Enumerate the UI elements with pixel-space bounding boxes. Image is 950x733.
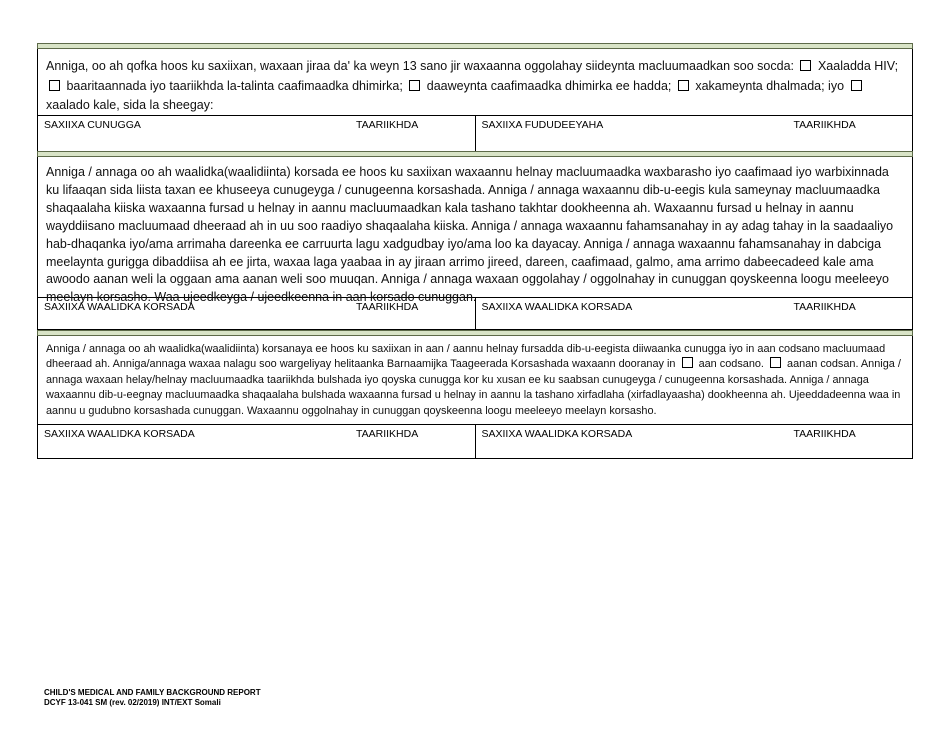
signature-label: SAXIIXA WAALIDKA KORSADA [44, 301, 195, 313]
signature-label: SAXIIXA WAALIDKA KORSADA [481, 428, 633, 440]
date-label: TAARIIKHDA [356, 301, 419, 313]
current-mental-health-checkbox[interactable] [409, 80, 420, 91]
form-footer [44, 688, 261, 708]
section-text: Anniga / annaga oo ah waalidka(waalidiinta) korsanaya ee hoos ku saxiixan in aan / aannu helnay fursadda dib-u-eegista diiwaanka cunugga iyo in aan codsano macluumaad dheeraad ah. Anniga/annaga waxaa nalagu soo wargeliyay helitaanka Barnaamijka Taageerada Korsashada waxaann dooranay in aan codsano. aanan codsan. Anniga / annaga waxaan helay/helnay macluumaadka taariikhda bulshada iyo qoyska cunugga kor ku xusan ee ku saabsan cunugeyga / cunugeenna korsashada. Anniga / annaga waxaannu dib-u-eegnay macluumaadka shaqaalaha bulshada waxaanna fursad u helnay in aannu la tashano xirfadlaha (xirfadlayaasha) dookheenna ah. Ujeeddadeenna waa in aannu u gudubno korsashada cunuggan. Waxaannu oggolnahay in cunuggan qoyskeenna loogu meeleeyo meelayn korsasho. [37, 336, 913, 424]
adoptive-parent-signature-field-2[interactable] [475, 425, 913, 458]
date-label: TAARIIKHDA [356, 119, 419, 131]
signature-row [37, 424, 913, 459]
birth-control-checkbox[interactable] [678, 80, 689, 91]
adoptive-parent-signature-field-1[interactable] [38, 425, 475, 458]
decline-support-checkbox[interactable] [770, 357, 781, 368]
section-adoptive-parent-acknowledgment [37, 330, 913, 459]
foster-parent-signature-field-1[interactable] [38, 298, 475, 329]
signature-label: SAXIIXA WAALIDKA KORSADA [481, 301, 633, 313]
signature-row [37, 297, 913, 330]
form-title: CHILD'S MEDICAL AND FAMILY BACKGROUND REPORT [44, 688, 261, 697]
signature-row [37, 115, 913, 152]
form-number: DCYF 13-041 SM (rev. 02/2019) INT/EXT Somali [44, 698, 221, 707]
mental-health-history-checkbox[interactable] [49, 80, 60, 91]
date-label: TAARIIKHDA [356, 428, 419, 440]
signature-label: SAXIIXA CUNUGGA [44, 119, 141, 131]
section-child-consent [37, 43, 913, 152]
date-label: TAARIIKHDA [793, 301, 856, 313]
hiv-checkbox[interactable] [800, 60, 811, 71]
facilitator-signature-field[interactable] [475, 116, 913, 151]
request-support-checkbox[interactable] [682, 357, 693, 368]
signature-label: SAXIIXA WAALIDKA KORSADA [44, 428, 195, 440]
foster-parent-signature-field-2[interactable] [475, 298, 913, 329]
date-label: TAARIIKHDA [793, 428, 856, 440]
date-label: TAARIIKHDA [793, 119, 856, 131]
signature-label: SAXIIXA FUDUDEEYAHA [481, 119, 604, 131]
child-signature-field[interactable] [38, 116, 475, 151]
section-text: Anniga, oo ah qofka hoos ku saxiixan, waxaan jiraa da' ka weyn 13 sano jir waxaanna oggolahay siideynta macluumaadkan soo socda: Xaaladda HIV; baaritaannada iyo taariikhda la-talinta caafimaadka dhimirka; daaweynta caafimaadka dhimirka ee hadda; xakameynta dhalmada; iyo xaalado kale, sida la sheegay: [37, 49, 913, 115]
section-text: Anniga / annaga oo ah waalidka(waalidiinta) korsada ee hoos ku saxiixan waxaannu helnay macluumaadka waxbarasho iyo caafimaad iyo warbixinnada ku lifaaqan sida liista taxan ee khuseeya cunugeyga / cunugeenna korsashada. Anniga / annaga waxaannu dib-u-eegis kula sameynay macluumaadka shaqaalaha kiiska waxaanna fursad u helnay in aannu macluumaadkan kala tashano takhtar dookheenna ah. Waxaannu fursad u helnay in aannu wayddiisano macluumaad dheeraad ah in uu soo raadiyo shaqaalaha kiiska. Anniga / annaga waxaannu fahamsanahay in ay adag tahay in la saadaaliyo hab-dhaqanka iyo/ama arrimaha dareenka ee carruurta lagu xadgudbay iyo/ama loo ka dayacay. Anniga / annaga waxaannu fahamsanahay in dabciga meelaynta gurigga dibaddiisa ah ee jirta, waxaa laga yaabaa in ay jiraan arrimo jireed, dareen, caafimaad, galmo, ama arrimo dabeecadeed kale ama awoodo aanan weli la oggaan ama aanan weli soo muuqan. Anniga / annaga waxaan oggolahay / oggolnahay in cunuggan qoyskeenna loogu meeleeyo meelayn korsasho. Waa ujeedkeyga / ujeedkeenna in aan korsado cunuggan. [37, 157, 913, 297]
section-foster-parent-acknowledgment [37, 151, 913, 330]
other-conditions-checkbox[interactable] [851, 80, 862, 91]
